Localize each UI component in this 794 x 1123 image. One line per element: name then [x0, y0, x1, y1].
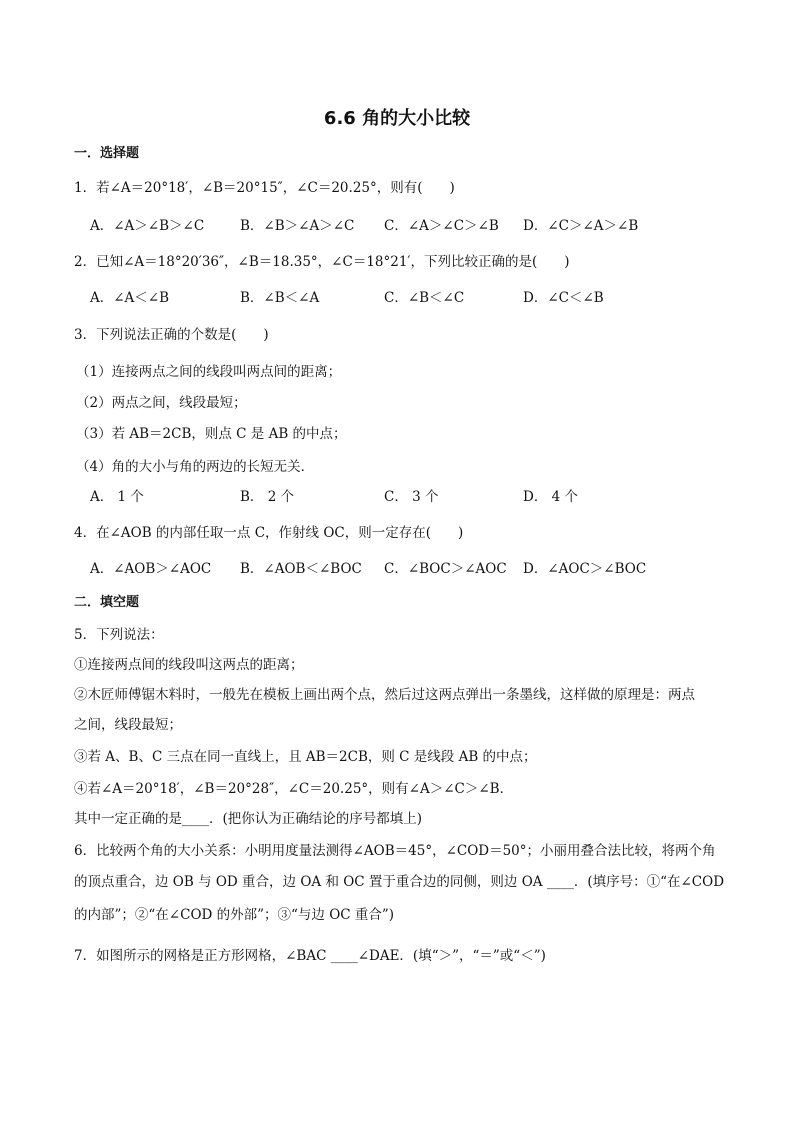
question-4-option-d: D．∠AOC＞∠BOC [523, 561, 647, 577]
question-1-stem: 1．若∠A＝20°18′，∠B＝20°15″，∠C＝20.25°，则有( ) [74, 180, 455, 196]
question-5-item-2: ②木匠师傅锯木料时，一般先在模板上画出两个点，然后过这两点弹出一条墨线，这样做的原理是：两点 [74, 687, 695, 703]
page-title: 6.6 角的大小比较 [323, 108, 471, 129]
question-1-option-b: B．∠B＞∠A＞∠C [240, 218, 355, 234]
question-7-stem: 7．如图所示的网格是正方形网格，∠BAC ____∠DAE．(填“＞”，“＝”或“＜”) [74, 948, 546, 964]
question-5-prompt: 其中一定正确的是____．(把你认为正确结论的序号都填上) [74, 811, 423, 827]
question-5-item-1: ①连接两点间的线段叫这两点的距离； [74, 657, 304, 673]
question-3-option-c: C． 3 个 [384, 489, 439, 505]
question-2-option-d: D．∠C＜∠B [523, 290, 604, 306]
question-1-option-a: A．∠A＞∠B＞∠C [90, 218, 205, 234]
section-heading-fill: 二．填空题 [74, 595, 140, 610]
question-3-item-2: （2）两点之间，线段最短； [76, 395, 247, 411]
question-6-line-3: 的内部”；②“在∠COD 的外部”；③“与边 OC 重合”) [74, 907, 395, 923]
question-1-option-c: C．∠A＞∠C＞∠B [384, 218, 499, 234]
question-4-option-b: B．∠AOB＜∠BOC [240, 561, 362, 577]
question-3-item-4: （4）角的大小与角的两边的长短无关． [76, 459, 315, 475]
question-2-option-a: A．∠A＜∠B [90, 290, 170, 306]
question-5-item-2-cont: 之间，线段最短； [74, 717, 182, 733]
question-4-option-a: A．∠AOB＞∠AOC [90, 561, 212, 577]
question-2-option-c: C．∠B＜∠C [384, 290, 465, 306]
question-5-stem: 5．下列说法： [74, 627, 164, 643]
question-3-option-b: B． 2 个 [240, 489, 295, 505]
question-4-option-c: C．∠BOC＞∠AOC [384, 561, 507, 577]
question-3-stem: 3．下列说法正确的个数是( ) [74, 327, 269, 343]
question-5-item-4: ④若∠A＝20°18′，∠B＝20°28″，∠C＝20.25°，则有∠A＞∠C＞∠B． [74, 781, 514, 797]
question-1-option-d: D．∠C＞∠A＞∠B [523, 218, 639, 234]
question-5-item-3: ③若 A、B、C 三点在同一直线上，且 AB＝2CB，则 C 是线段 AB 的中点； [74, 749, 537, 765]
question-2-option-b: B．∠B＜∠A [240, 290, 320, 306]
question-3-item-3: （3）若 AB＝2CB，则点 C 是 AB 的中点； [76, 426, 347, 442]
question-3-option-a: A． 1 个 [90, 489, 144, 505]
question-3-item-1: （1）连接两点之间的线段叫两点间的距离； [76, 364, 342, 380]
question-4-stem: 4．在∠AOB 的内部任取一点 C，作射线 OC，则一定存在( ) [74, 525, 464, 541]
question-6-line-1: 6．比较两个角的大小关系：小明用度量法测得∠AOB＝45°，∠COD＝50°；小丽用叠合法比较，将两个角 [74, 843, 716, 859]
question-2-stem: 2．已知∠A＝18°20′36″，∠B＝18.35°，∠C＝18°21′，下列比较正确的是( ) [74, 254, 570, 270]
section-heading-choice: 一．选择题 [74, 146, 140, 161]
question-6-line-2: 的顶点重合，边 OB 与 OD 重合，边 OA 和 OC 置于重合边的同侧，则边 OA ____．(填序号：①“在∠COD [74, 874, 725, 890]
question-3-option-d: D． 4 个 [523, 489, 578, 505]
